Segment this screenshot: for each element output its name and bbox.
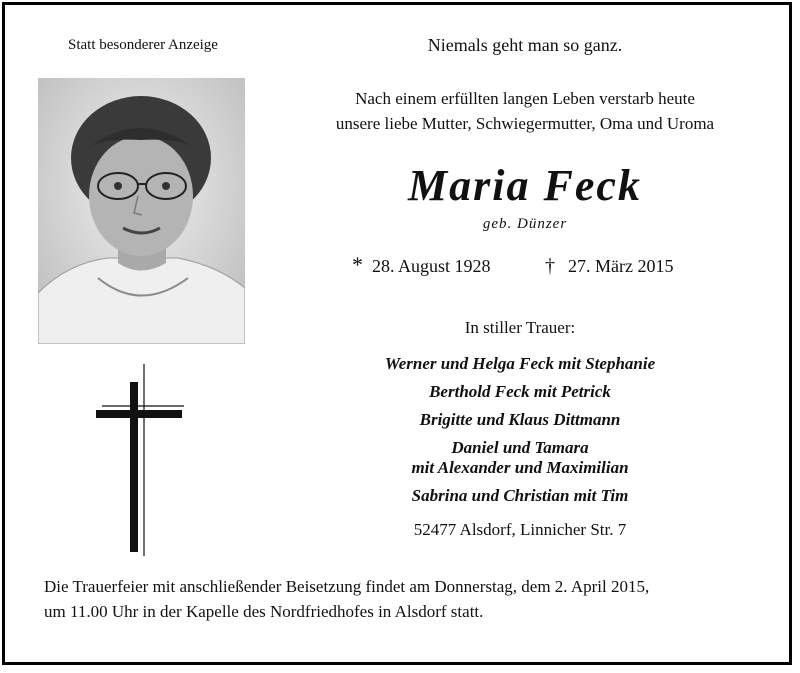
motto: Niemals geht man so ganz. (427, 35, 623, 55)
mourner-entry: mit Alexander und Maximilian (411, 458, 629, 477)
intro-text (300, 86, 750, 136)
mourning-address: 52477 Alsdorf, Linnicher Str. 7 (413, 520, 627, 539)
mourner-entry: Sabrina und Christian mit Tim (411, 486, 629, 505)
mourner-entry: Brigitte und Klaus Dittmann (419, 410, 621, 429)
death-dagger-icon: † (545, 255, 555, 277)
portrait-photo (38, 78, 245, 344)
notice-type: Statt besonderer Anzeige (68, 37, 218, 53)
mourning-heading: In stiller Trauer: (464, 318, 576, 337)
deceased-name: Maria Feck (408, 161, 642, 210)
mourner-entry: Berthold Feck mit Petrick (429, 382, 611, 401)
birth-date: 28. August 1928 (372, 256, 491, 276)
intro-line-2: unsere liebe Mutter, Schwiegermutter, Oma und Uroma (335, 114, 715, 133)
mourner-entry: Werner und Helga Feck mit Stephanie (384, 354, 656, 373)
cross-icon (92, 364, 192, 556)
portrait-image (38, 78, 245, 344)
death-date: 27. März 2015 (568, 256, 674, 276)
birth-star-icon: * (352, 252, 363, 277)
mourner-entry: Daniel und Tamara (451, 438, 589, 457)
maiden-name: geb. Dünzer (482, 216, 568, 232)
funeral-line-2: um 11.00 Uhr in der Kapelle des Nordfriedhofes in Alsdorf statt. (44, 602, 484, 621)
mourners-list (290, 354, 750, 506)
intro-line-1: Nach einem erfüllten langen Leben verstarb heute (355, 89, 695, 108)
funeral-line-1: Die Trauerfeier mit anschließender Beisetzung findet am Donnerstag, dem 2. April 2015, (44, 577, 650, 596)
funeral-info (44, 574, 774, 624)
